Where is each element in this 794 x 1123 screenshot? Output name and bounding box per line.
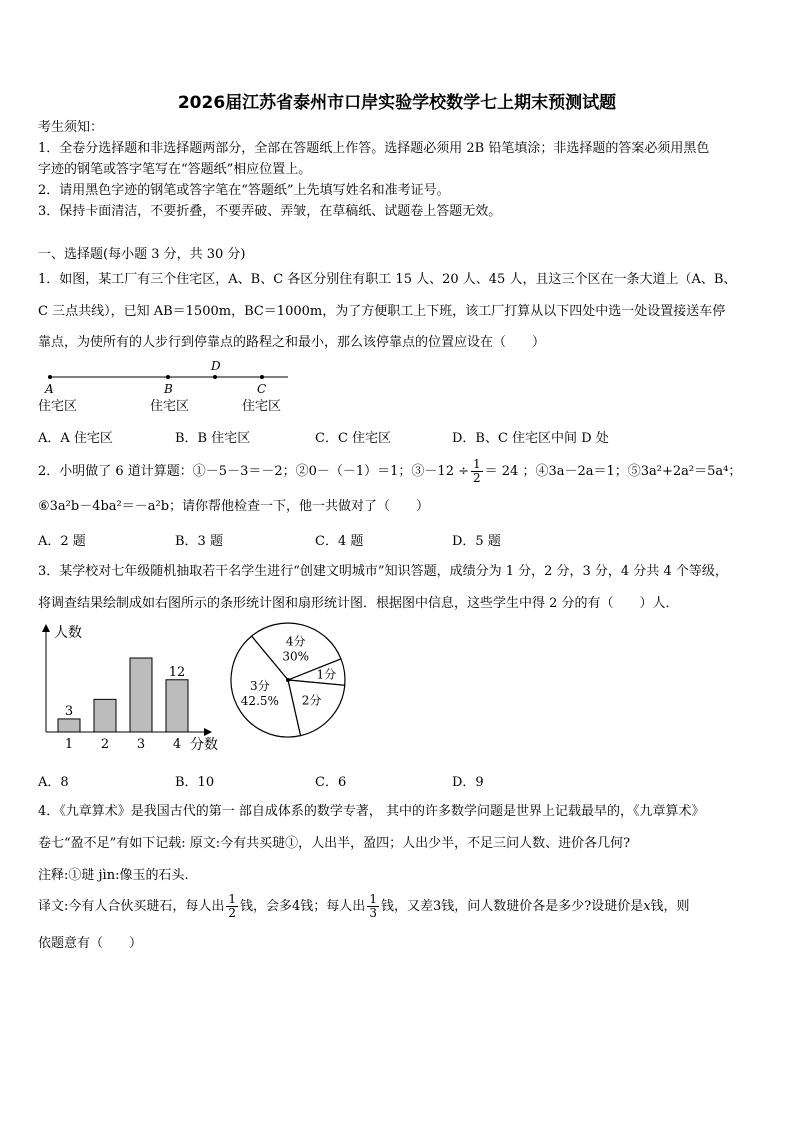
data-label: 3 — [64, 703, 74, 719]
q2-text-b: ＝ 24 ；④3a－2a＝1；⑤3a²+2a²＝5a⁴； — [484, 464, 742, 479]
x-tick-label: 1 — [64, 737, 74, 752]
option-d: D．B、C 住宅区中间 D 处 — [452, 431, 609, 446]
option-a: A．8 — [38, 775, 69, 790]
option-c: C．6 — [315, 775, 347, 790]
option-d: D．9 — [452, 775, 484, 790]
option-a: A．A 住宅区 — [38, 431, 113, 446]
x-tick-label: 4 — [172, 737, 182, 752]
pie-percent: 30% — [282, 649, 310, 664]
label-a: A — [45, 382, 54, 396]
x-tick-label: 3 — [136, 737, 146, 752]
question-line: 将调查结果绘制成如右图所示的条形统计图和扇形统计图．根据图中信息，这些学生中得 2 分的有（ ）人． — [38, 596, 679, 611]
question-line: 3．某学校对七年级随机抽取若干名学生进行“创建文明城市”知识答题，成绩分为 1 分，2 分，3 分，4 分共 4 个等级， — [38, 564, 728, 579]
question-line: ⑥3a²b－4ba²＝－a²b；请你帮他检查一下，他一共做对了（ ） — [38, 499, 430, 514]
pie-percent: 42.5% — [240, 693, 279, 708]
option-d: D．5 题 — [452, 534, 501, 549]
bar-2 — [94, 699, 116, 732]
question-line: 靠点，为使所有的人步行到停靠点的路程之和最小，那么该停靠点的位置应设在（ ） — [38, 335, 546, 350]
x-tick-label: 2 — [100, 737, 110, 752]
x-axis-label: 分数 — [190, 737, 218, 753]
fraction — [471, 458, 483, 485]
frac-num: 1 — [473, 457, 481, 471]
question-line: 1．如图，某工厂有三个住宅区，A、B、C 各区分别住有职工 15 人、20 人、45 人，且这三个区在一条大道上（A、B、 — [38, 272, 737, 287]
frac-den: 2 — [473, 471, 481, 485]
question-line — [38, 458, 741, 485]
point-d — [213, 375, 217, 379]
notice-line: 字迹的钢笔或答字笔写在“答题纸”相应位置上。 — [38, 162, 312, 177]
frac-den: 2 — [228, 906, 237, 920]
point-c — [260, 375, 264, 379]
bar-chart — [38, 620, 228, 760]
number-line-diagram — [38, 355, 298, 415]
option-c: C．4 题 — [315, 534, 364, 549]
zone-label: 住宅区 — [150, 399, 190, 414]
trans-text: 译文:今有人合伙买琎石，每人出 — [38, 899, 225, 914]
page-title: 2026届江苏省泰州市口岸实验学校数学七上期末预测试题 — [177, 93, 617, 113]
section-heading: 一、选择题(每小题 3 分，共 30 分) — [38, 247, 246, 262]
trans-text: 钱，会多4钱；每人出 — [240, 899, 366, 914]
frac-num: 1 — [228, 892, 237, 906]
pie-chart — [226, 620, 356, 750]
label-c: C — [257, 382, 267, 396]
y-axis-label: 人数 — [54, 625, 82, 641]
point-a — [48, 375, 52, 379]
bar-3 — [130, 658, 152, 732]
pie-center — [286, 678, 290, 682]
question-line: C 三点共线），已知 AB＝1500m，BC＝1000m，为了方便职工上下班，该工厂打算从以下四处中选一处设置接送车停 — [38, 304, 726, 319]
label-b: B — [164, 382, 173, 396]
question-line: 依题意有（ ） — [38, 936, 143, 951]
option-b: B．B 住宅区 — [175, 431, 251, 446]
pie-label: 1分 — [316, 667, 337, 682]
q2-text-a: 2．小明做了 6 道计算题：①－5－3＝－2；②0－（－1）＝1；③－12 ÷ — [38, 464, 469, 479]
notice-line: 1．全卷分选择题和非选择题两部分，全部在答题纸上作答。选择题必须用 2B 铅笔填涂；非选择题的答案必须用黑色 — [38, 141, 710, 156]
point-b — [166, 375, 170, 379]
bar-4 — [166, 680, 188, 732]
question-line: 4．《九章算术》是我国古代的第一 部自成体系的数学专著， 其中的许多数学问题是世界上记载最早的，《九章算术》 — [38, 804, 705, 819]
trans-text: 钱，则 — [650, 899, 690, 914]
trans-text: 钱，又差3钱，问人数琎价各是多少?设琎价是 — [380, 899, 644, 914]
fraction — [226, 893, 238, 920]
option-a: A．2 题 — [38, 534, 86, 549]
frac-den: 3 — [369, 906, 377, 920]
fraction — [367, 893, 379, 920]
bar-1 — [58, 719, 80, 732]
option-b: B．10 — [175, 775, 215, 790]
zone-label: 住宅区 — [242, 399, 282, 414]
question-line: 卷七“盈不足”有如下记载: 原文:今有共买琎①，人出半，盈四；人出少半，不足三问人数、进价各几何? — [38, 836, 631, 851]
label-d: D — [211, 359, 221, 373]
note-line: 注释:①琎 jìn:像玉的石头. — [38, 868, 189, 883]
pie-label: 2分 — [301, 693, 322, 708]
pie-label: 4分 — [285, 634, 306, 649]
data-label: 12 — [168, 664, 186, 680]
notice-line: 2．请用黑色字迹的钢笔或答字笔在“答题纸”上先填写姓名和准考证号。 — [38, 183, 450, 198]
frac-num: 1 — [369, 892, 377, 906]
option-b: B．3 题 — [175, 534, 223, 549]
notice-heading: 考生须知： — [38, 120, 104, 135]
zone-label: 住宅区 — [38, 399, 78, 414]
translation-line — [38, 893, 690, 920]
option-c: C．C 住宅区 — [315, 431, 392, 446]
notice-line: 3．保持卡面清洁，不要折叠，不要弄破、弄皱，在草稿纸、试题卷上答题无效。 — [38, 204, 502, 219]
pie-label: 3分 — [250, 678, 270, 693]
variable-x: x — [643, 899, 651, 914]
